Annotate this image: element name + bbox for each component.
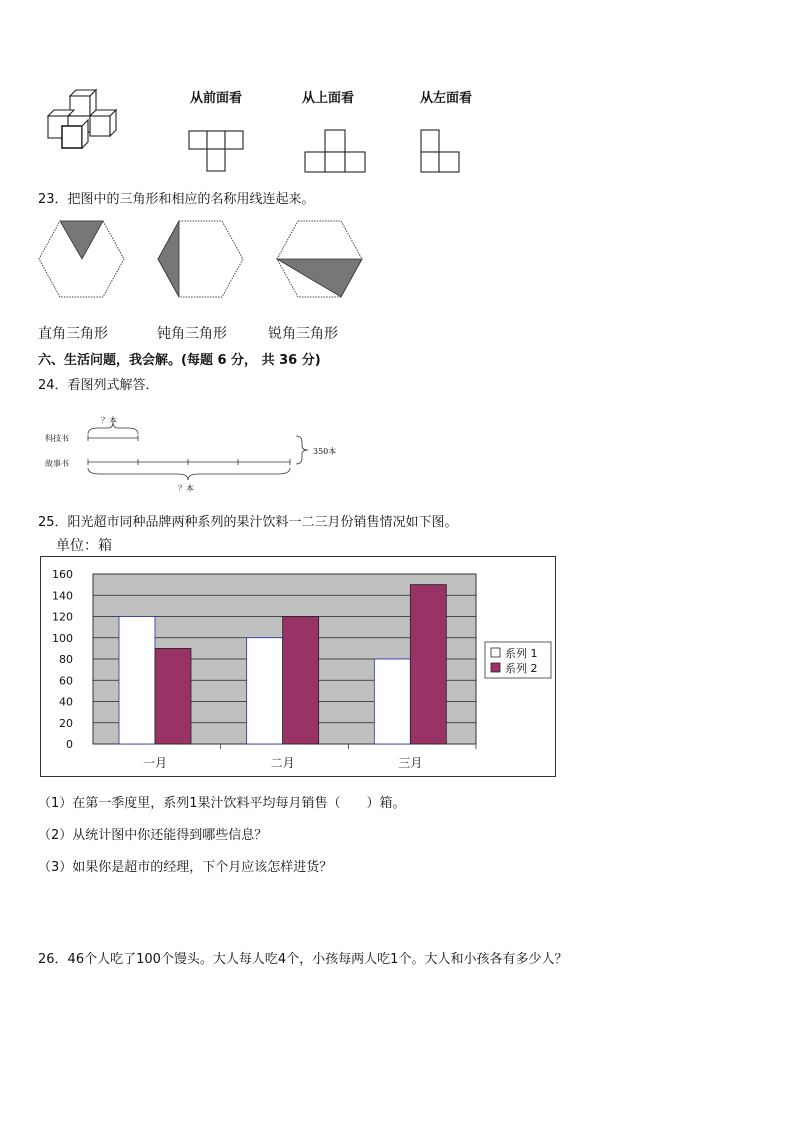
total-books-label: 350本 [313, 447, 337, 456]
hexagon-right [158, 221, 243, 297]
y-tick-label: 0 [66, 738, 73, 751]
question-25-sub1: （1）在第一季度里，系列1果汁饮料平均每月销售（ ）箱。 [38, 796, 406, 811]
bar-2-1 [155, 648, 191, 744]
x-tick-label: 二月 [270, 756, 295, 770]
story-books-label: 故事书 [45, 459, 69, 468]
question-26-text: 26．46个人吃了100个馒头。大人每人吃4个，小孩每两人吃1个。大人和小孩各有多少人？ [38, 952, 568, 967]
question-25-text: 25．阳光超市同种品牌两种系列的果汁饮料一二三月份销售情况如下图。 [38, 515, 458, 530]
legend-swatch-1 [491, 648, 500, 657]
y-tick-label: 160 [52, 568, 73, 581]
x-tick-label: 三月 [398, 756, 423, 770]
name-acute-triangle: 锐角三角形 [268, 326, 338, 342]
name-right-triangle: 直角三角形 [38, 326, 108, 342]
unknown-books-bottom: ？本 [178, 484, 194, 493]
bar-2-2 [283, 617, 319, 745]
hexagon-obtuse [277, 221, 362, 297]
x-tick-label: 一月 [142, 756, 168, 770]
line-diagram [80, 410, 320, 500]
bar-1-1 [119, 617, 155, 745]
left-view-label: 从左面看 [420, 91, 473, 106]
y-tick-label: 40 [59, 695, 73, 709]
chart-unit-label: 单位：箱 [56, 538, 112, 554]
y-tick-label: 60 [59, 674, 73, 688]
question-24-text: 24．看图列式解答． [38, 378, 159, 393]
y-tick-label: 80 [59, 653, 73, 666]
left-view-figure [418, 127, 464, 175]
legend-swatch-2 [491, 663, 500, 672]
question-25-sub2: （2）从统计图中你还能得到哪些信息？ [38, 828, 268, 843]
hexagon-figures [38, 218, 368, 303]
legend-label-1: 系列 1 [505, 647, 538, 660]
y-tick-label: 140 [52, 589, 73, 603]
cube-solid-figure [40, 86, 130, 156]
front-view-label: 从前面看 [190, 91, 243, 106]
section-6-title: 六、生活问题，我会解。(每题 6 分， 共 36 分) [38, 353, 321, 368]
question-25-sub3: （3）如果你是超市的经理，下个月应该怎样进货？ [38, 860, 333, 875]
y-tick-label: 100 [52, 631, 73, 645]
bar-1-3 [374, 659, 410, 744]
legend-label-2: 系列 2 [505, 662, 538, 675]
name-obtuse-triangle: 钝角三角形 [157, 326, 227, 342]
top-view-label: 从上面看 [302, 91, 355, 106]
y-tick-label: 20 [59, 716, 73, 730]
hexagon-acute [39, 221, 124, 297]
front-view-figure [188, 127, 248, 175]
bar-1-2 [247, 638, 283, 744]
unknown-books-top: ？本 [101, 416, 117, 425]
science-books-label: 科技书 [45, 434, 69, 443]
bar-2-3 [410, 585, 446, 744]
question-23-text: 23．把图中的三角形和相应的名称用线连起来。 [38, 192, 315, 207]
y-tick-label: 120 [52, 610, 73, 624]
sales-bar-chart [40, 556, 556, 777]
top-view-figure [303, 127, 369, 175]
